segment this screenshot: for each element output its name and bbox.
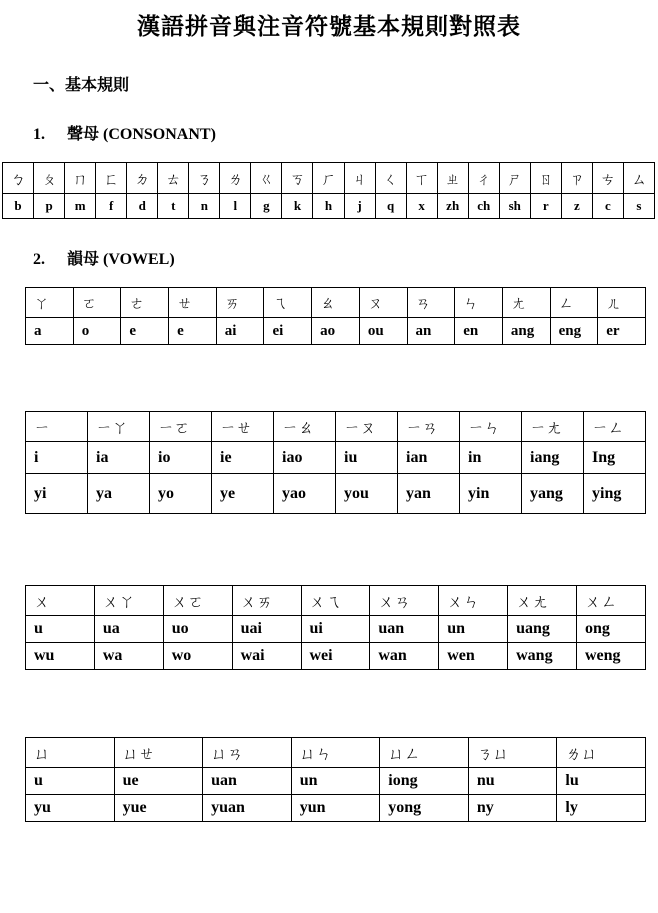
pinyin-cell: nu	[468, 768, 557, 795]
bopomofo-cell: ㄧ	[26, 412, 88, 442]
pinyin-cell: an	[407, 318, 455, 345]
pinyin-cell: yang	[522, 474, 584, 514]
bopomofo-cell: ㄒ	[406, 163, 437, 194]
bopomofo-cell: ㄧㄤ	[522, 412, 584, 442]
pinyin-cell: k	[282, 194, 313, 219]
pinyin-cell: yao	[274, 474, 336, 514]
pinyin-cell: iu	[336, 442, 398, 474]
bopomofo-cell: ㄌㄩ	[557, 738, 646, 768]
vowel-table-2	[25, 411, 646, 514]
pinyin-cell: o	[73, 318, 121, 345]
pinyin-cell: iao	[274, 442, 336, 474]
pinyin-cell: uai	[232, 616, 301, 643]
bopomofo-cell: ㄦ	[598, 288, 646, 318]
pinyin-cell: yin	[460, 474, 522, 514]
bopomofo-cell: ㄢ	[407, 288, 455, 318]
pinyin-cell: ua	[94, 616, 163, 643]
bopomofo-cell: ㄨㄟ	[301, 586, 370, 616]
bopomofo-cell: ㄨㄚ	[94, 586, 163, 616]
bopomofo-cell: ㄈ	[96, 163, 127, 194]
bopomofo-cell: ㄋㄩ	[468, 738, 557, 768]
pinyin-row	[26, 474, 646, 514]
bopomofo-cell: ㄧㄡ	[336, 412, 398, 442]
section-heading: 一、基本規則	[33, 77, 130, 94]
bopomofo-cell: ㄚ	[26, 288, 74, 318]
pinyin-cell: yu	[26, 795, 115, 822]
bopomofo-cell: ㄑ	[375, 163, 406, 194]
pinyin-cell: wen	[439, 643, 508, 670]
vowel-label: 韻母 (VOWEL)	[67, 251, 175, 268]
pinyin-cell: ying	[584, 474, 646, 514]
pinyin-cell: ye	[212, 474, 274, 514]
bopomofo-cell: ㄓ	[437, 163, 468, 194]
pinyin-cell: en	[455, 318, 503, 345]
pinyin-cell: s	[623, 194, 654, 219]
pinyin-cell: yue	[114, 795, 203, 822]
bopomofo-cell: ㄠ	[312, 288, 360, 318]
pinyin-cell: Ing	[584, 442, 646, 474]
pinyin-cell: yan	[398, 474, 460, 514]
vowel-number: 2.	[33, 251, 45, 268]
pinyin-cell: you	[336, 474, 398, 514]
bopomofo-cell: ㄇ	[65, 163, 96, 194]
pinyin-cell: u	[26, 768, 115, 795]
bopomofo-cell: ㄨㄥ	[577, 586, 646, 616]
bopomofo-cell: ㄡ	[359, 288, 407, 318]
bopomofo-cell: ㄔ	[468, 163, 499, 194]
bopomofo-cell: ㄗ	[561, 163, 592, 194]
bopomofo-cell: ㄅ	[3, 163, 34, 194]
pinyin-cell: n	[189, 194, 220, 219]
pinyin-cell: j	[344, 194, 375, 219]
pinyin-cell: h	[313, 194, 344, 219]
pinyin-cell: ei	[264, 318, 312, 345]
pinyin-cell: yo	[150, 474, 212, 514]
pinyin-cell: un	[291, 768, 380, 795]
consonant-heading	[33, 121, 216, 144]
pinyin-cell: ch	[468, 194, 499, 219]
bopomofo-cell: ㄥ	[550, 288, 598, 318]
pinyin-cell: ya	[88, 474, 150, 514]
bopomofo-cell: ㄛ	[73, 288, 121, 318]
bopomofo-row	[26, 738, 646, 768]
pinyin-cell: ong	[577, 616, 646, 643]
pinyin-cell: m	[65, 194, 96, 219]
bopomofo-cell: ㄨㄢ	[370, 586, 439, 616]
bopomofo-cell: ㄨㄛ	[163, 586, 232, 616]
vowel-table-3	[25, 585, 646, 670]
bopomofo-cell: ㄧㄛ	[150, 412, 212, 442]
pinyin-cell: uan	[370, 616, 439, 643]
bopomofo-row	[3, 163, 655, 194]
bopomofo-cell: ㄎ	[282, 163, 313, 194]
pinyin-cell: l	[220, 194, 251, 219]
page-title: 漢語拼音與注音符號基本規則對照表	[137, 13, 521, 40]
bopomofo-cell: ㄋ	[189, 163, 220, 194]
bopomofo-cell: ㄖ	[530, 163, 561, 194]
bopomofo-cell: ㄙ	[623, 163, 654, 194]
pinyin-cell: ang	[502, 318, 550, 345]
pinyin-cell: i	[26, 442, 88, 474]
pinyin-cell: wo	[163, 643, 232, 670]
pinyin-cell: t	[158, 194, 189, 219]
pinyin-cell: un	[439, 616, 508, 643]
bopomofo-cell: ㄧㄥ	[584, 412, 646, 442]
bopomofo-cell: ㄤ	[502, 288, 550, 318]
pinyin-cell: zh	[437, 194, 468, 219]
bopomofo-cell: ㄨ	[26, 586, 95, 616]
pinyin-cell: wa	[94, 643, 163, 670]
pinyin-cell: z	[561, 194, 592, 219]
pinyin-cell: ian	[398, 442, 460, 474]
bopomofo-cell: ㄧㄚ	[88, 412, 150, 442]
pinyin-cell: lu	[557, 768, 646, 795]
bopomofo-cell: ㄩㄣ	[291, 738, 380, 768]
pinyin-cell: yong	[380, 795, 469, 822]
bopomofo-cell: ㄘ	[592, 163, 623, 194]
bopomofo-cell: ㄞ	[216, 288, 264, 318]
bopomofo-cell: ㄩㄥ	[380, 738, 469, 768]
pinyin-row	[26, 318, 646, 345]
bopomofo-cell: ㄕ	[499, 163, 530, 194]
pinyin-cell: u	[26, 616, 95, 643]
pinyin-cell: er	[598, 318, 646, 345]
bopomofo-cell: ㄣ	[455, 288, 503, 318]
pinyin-cell: yi	[26, 474, 88, 514]
pinyin-row	[3, 194, 655, 219]
bopomofo-cell: ㄌ	[220, 163, 251, 194]
pinyin-cell: x	[406, 194, 437, 219]
pinyin-cell: sh	[499, 194, 530, 219]
consonant-label: 聲母 (CONSONANT)	[67, 126, 216, 143]
pinyin-cell: e	[121, 318, 169, 345]
pinyin-cell: b	[3, 194, 34, 219]
pinyin-cell: in	[460, 442, 522, 474]
pinyin-cell: e	[169, 318, 217, 345]
pinyin-cell: ao	[312, 318, 360, 345]
pinyin-cell: io	[150, 442, 212, 474]
consonant-table	[2, 162, 655, 219]
bopomofo-cell: ㄩㄝ	[114, 738, 203, 768]
bopomofo-cell: ㄧㄝ	[212, 412, 274, 442]
pinyin-cell: ui	[301, 616, 370, 643]
pinyin-row	[26, 768, 646, 795]
pinyin-cell: c	[592, 194, 623, 219]
pinyin-row	[26, 795, 646, 822]
pinyin-cell: ue	[114, 768, 203, 795]
bopomofo-cell: ㄨㄣ	[439, 586, 508, 616]
pinyin-cell: wang	[508, 643, 577, 670]
pinyin-cell: uan	[203, 768, 292, 795]
pinyin-cell: uang	[508, 616, 577, 643]
pinyin-row	[26, 616, 646, 643]
pinyin-cell: wei	[301, 643, 370, 670]
bopomofo-cell: ㄩㄢ	[203, 738, 292, 768]
pinyin-cell: ny	[468, 795, 557, 822]
pinyin-cell: ly	[557, 795, 646, 822]
consonant-number: 1.	[33, 126, 45, 143]
bopomofo-row	[26, 412, 646, 442]
pinyin-cell: ia	[88, 442, 150, 474]
pinyin-cell: yuan	[203, 795, 292, 822]
vowel-table-4	[25, 737, 646, 822]
bopomofo-cell: ㄏ	[313, 163, 344, 194]
bopomofo-cell: ㄊ	[158, 163, 189, 194]
bopomofo-cell: ㄆ	[34, 163, 65, 194]
pinyin-cell: wai	[232, 643, 301, 670]
pinyin-cell: ie	[212, 442, 274, 474]
pinyin-cell: wu	[26, 643, 95, 670]
bopomofo-cell: ㄧㄢ	[398, 412, 460, 442]
bopomofo-cell: ㄉ	[127, 163, 158, 194]
pinyin-cell: ai	[216, 318, 264, 345]
pinyin-cell: d	[127, 194, 158, 219]
pinyin-cell: iang	[522, 442, 584, 474]
vowel-heading	[33, 246, 175, 269]
pinyin-row	[26, 442, 646, 474]
pinyin-cell: wan	[370, 643, 439, 670]
pinyin-cell: weng	[577, 643, 646, 670]
bopomofo-cell: ㄧㄠ	[274, 412, 336, 442]
pinyin-cell: q	[375, 194, 406, 219]
pinyin-cell: p	[34, 194, 65, 219]
pinyin-row	[26, 643, 646, 670]
bopomofo-cell: ㄝ	[169, 288, 217, 318]
bopomofo-cell: ㄨㄤ	[508, 586, 577, 616]
bopomofo-cell: ㄍ	[251, 163, 282, 194]
pinyin-cell: f	[96, 194, 127, 219]
bopomofo-row	[26, 586, 646, 616]
vowel-table-1	[25, 287, 646, 345]
bopomofo-cell: ㄐ	[344, 163, 375, 194]
pinyin-cell: uo	[163, 616, 232, 643]
pinyin-cell: iong	[380, 768, 469, 795]
bopomofo-cell: ㄩ	[26, 738, 115, 768]
bopomofo-cell: ㄜ	[121, 288, 169, 318]
bopomofo-cell: ㄟ	[264, 288, 312, 318]
bopomofo-row	[26, 288, 646, 318]
bopomofo-cell: ㄨㄞ	[232, 586, 301, 616]
pinyin-cell: a	[26, 318, 74, 345]
bopomofo-cell: ㄧㄣ	[460, 412, 522, 442]
pinyin-cell: r	[530, 194, 561, 219]
pinyin-cell: ou	[359, 318, 407, 345]
pinyin-cell: g	[251, 194, 282, 219]
pinyin-cell: yun	[291, 795, 380, 822]
pinyin-cell: eng	[550, 318, 598, 345]
